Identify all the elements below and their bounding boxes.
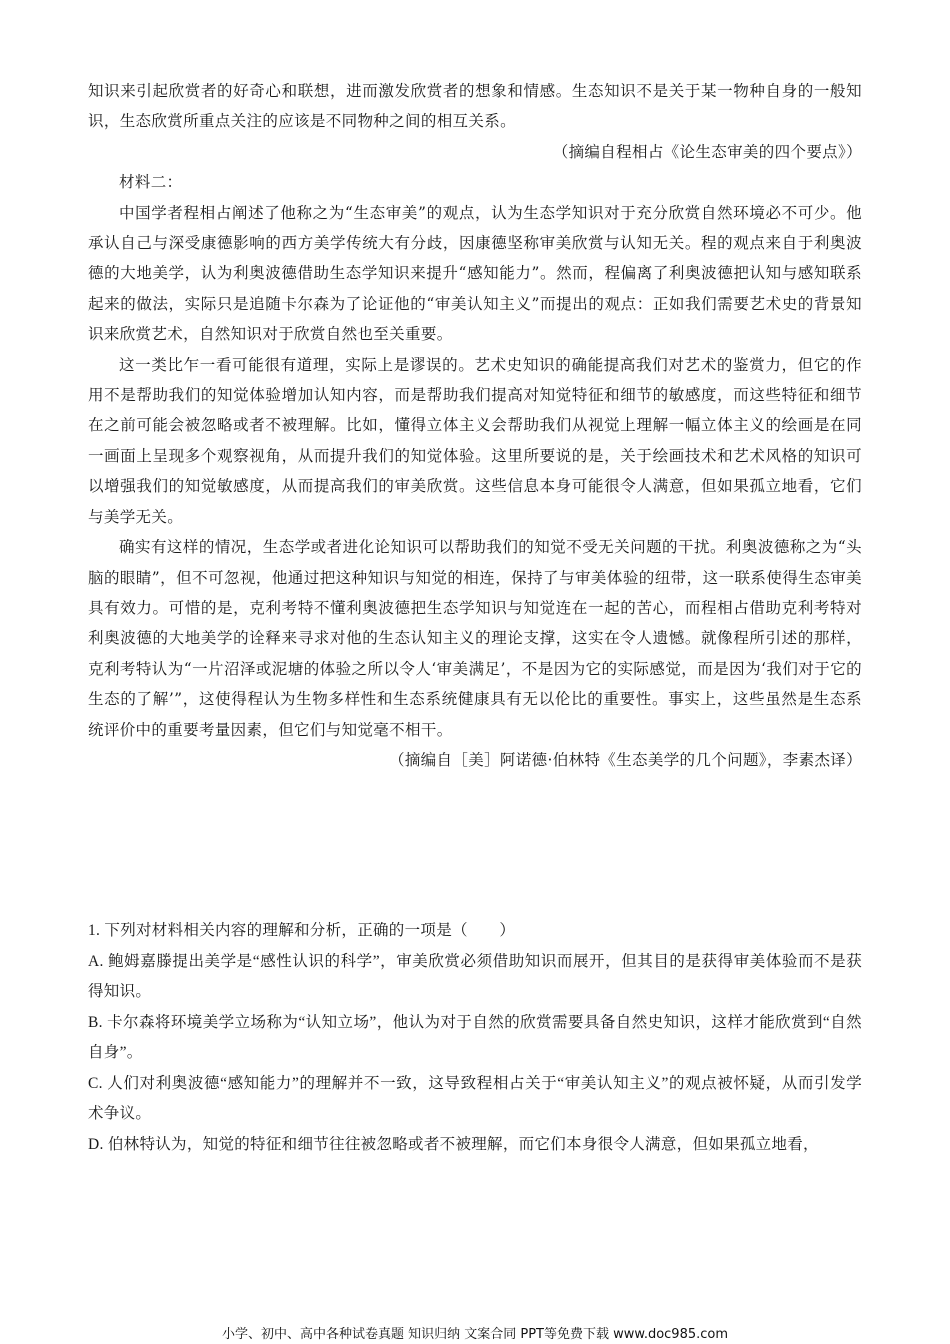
option-b: B. 卡尔森将环境美学立场称为“认知立场”，他认为对于自然的欣赏需要具备自然史知识，这样才能欣赏到“自然自身”。	[88, 1013, 862, 1061]
material-2-label: 材料二：	[119, 173, 183, 192]
reading-passage	[88, 76, 862, 775]
material-2-paragraph-1: 中国学者程相占阐述了他称之为“生态审美”的观点，认为生态学知识对于充分欣赏自然环境必不可少。他承认自己与深受康德影响的西方美学传统大有分歧，因康德坚称审美欣赏与认知无关。程的观点来自于利奥波德的大地美学，认为利奥波德借助生态学知识来提升“感知能力”。然而，程偏离了利奥波德把认知与感知联系起来的做法，实际只是追随卡尔森为了论证他的“审美认知主义”而提出的观点：正如我们需要艺术史的背景知识来欣赏艺术，自然知识对于欣赏自然也至关重要。	[88, 203, 862, 344]
citation-material-2: （摘编自［美］阿诺德·伯林特《生态美学的几个问题》，李素杰译）	[388, 750, 862, 769]
option-a: A. 鲍姆嘉滕提出美学是“感性认识的科学”，审美欣赏必须借助知识而展开，但其目的是获得审美体验而不是获得知识。	[88, 952, 862, 1000]
passage-carryover-paragraph: 知识来引起欣赏者的好奇心和联想，进而激发欣赏者的想象和情感。生态知识不是关于某一物种自身的一般知识，生态欣赏所重点关注的应该是不同物种之间的相互关系。	[88, 82, 862, 131]
question-1	[88, 916, 862, 1160]
page-footer: 小学、初中、高中各种试卷真题 知识归纳 文案合同 PPT等免费下载 www.doc985.com	[221, 1327, 729, 1342]
citation-material-1: （摘编自程相占《论生态审美的四个要点》）	[552, 142, 862, 161]
option-c: C. 人们对利奥波德“感知能力”的理解并不一致，这导致程相占关于“审美认知主义”的观点被怀疑，从而引发学术争议。	[88, 1074, 862, 1122]
material-2-paragraph-2: 这一类比乍一看可能很有道理，实际上是谬误的。艺术史知识的确能提高我们对艺术的鉴赏力，但它的作用不是帮助我们的知觉体验增加认知内容，而是帮助我们提高对知觉特征和细节的敏感度，而这些特征和细节在之前可能会被忽略或者不被理解。比如，懂得立体主义会帮助我们从视觉上理解一幅立体主义的绘画是在同一画面上呈现多个观察视角，从而提升我们的知觉体验。这里所要说的是，关于绘画技术和艺术风格的知识可以增强我们的知觉敏感度，从而提高我们的审美欣赏。这些信息本身可能很令人满意，但如果孤立地看，它们与美学无关。	[88, 355, 862, 526]
question-stem: 1. 下列对材料相关内容的理解和分析，正确的一项是（ ）	[88, 922, 516, 939]
material-2-paragraph-3: 确实有这样的情况，生态学或者进化论知识可以帮助我们的知觉不受无关问题的干扰。利奥波德称之为“头脑的眼睛”，但不可忽视，他通过把这种知识与知觉的相连，保持了与审美体验的纽带，这一联系使得生态审美具有效力。可惜的是，克利考特不懂利奥波德把生态学知识与知觉连在一起的苦心，而程相占借助克利考特对利奥波德的大地美学的诠释来寻求对他的生态认知主义的理论支撑，这实在令人遗憾。就像程所引述的那样，克利考特认为“一片沼泽或泥塘的体验之所以令人‘审美满足’，不是因为它的实际感觉，而是因为‘我们对于它的生态的了解’”，这使得程认为生物多样性和生态系统健康具有无以伦比的重要性。事实上，这些虽然是生态系统评价中的重要考量因素，但它们与知觉毫不相干。	[88, 538, 862, 739]
option-d: D. 伯林特认为，知觉的特征和细节往往被忽略或者不被理解，而它们本身很令人满意，但如果孤立地看，	[88, 1135, 819, 1153]
